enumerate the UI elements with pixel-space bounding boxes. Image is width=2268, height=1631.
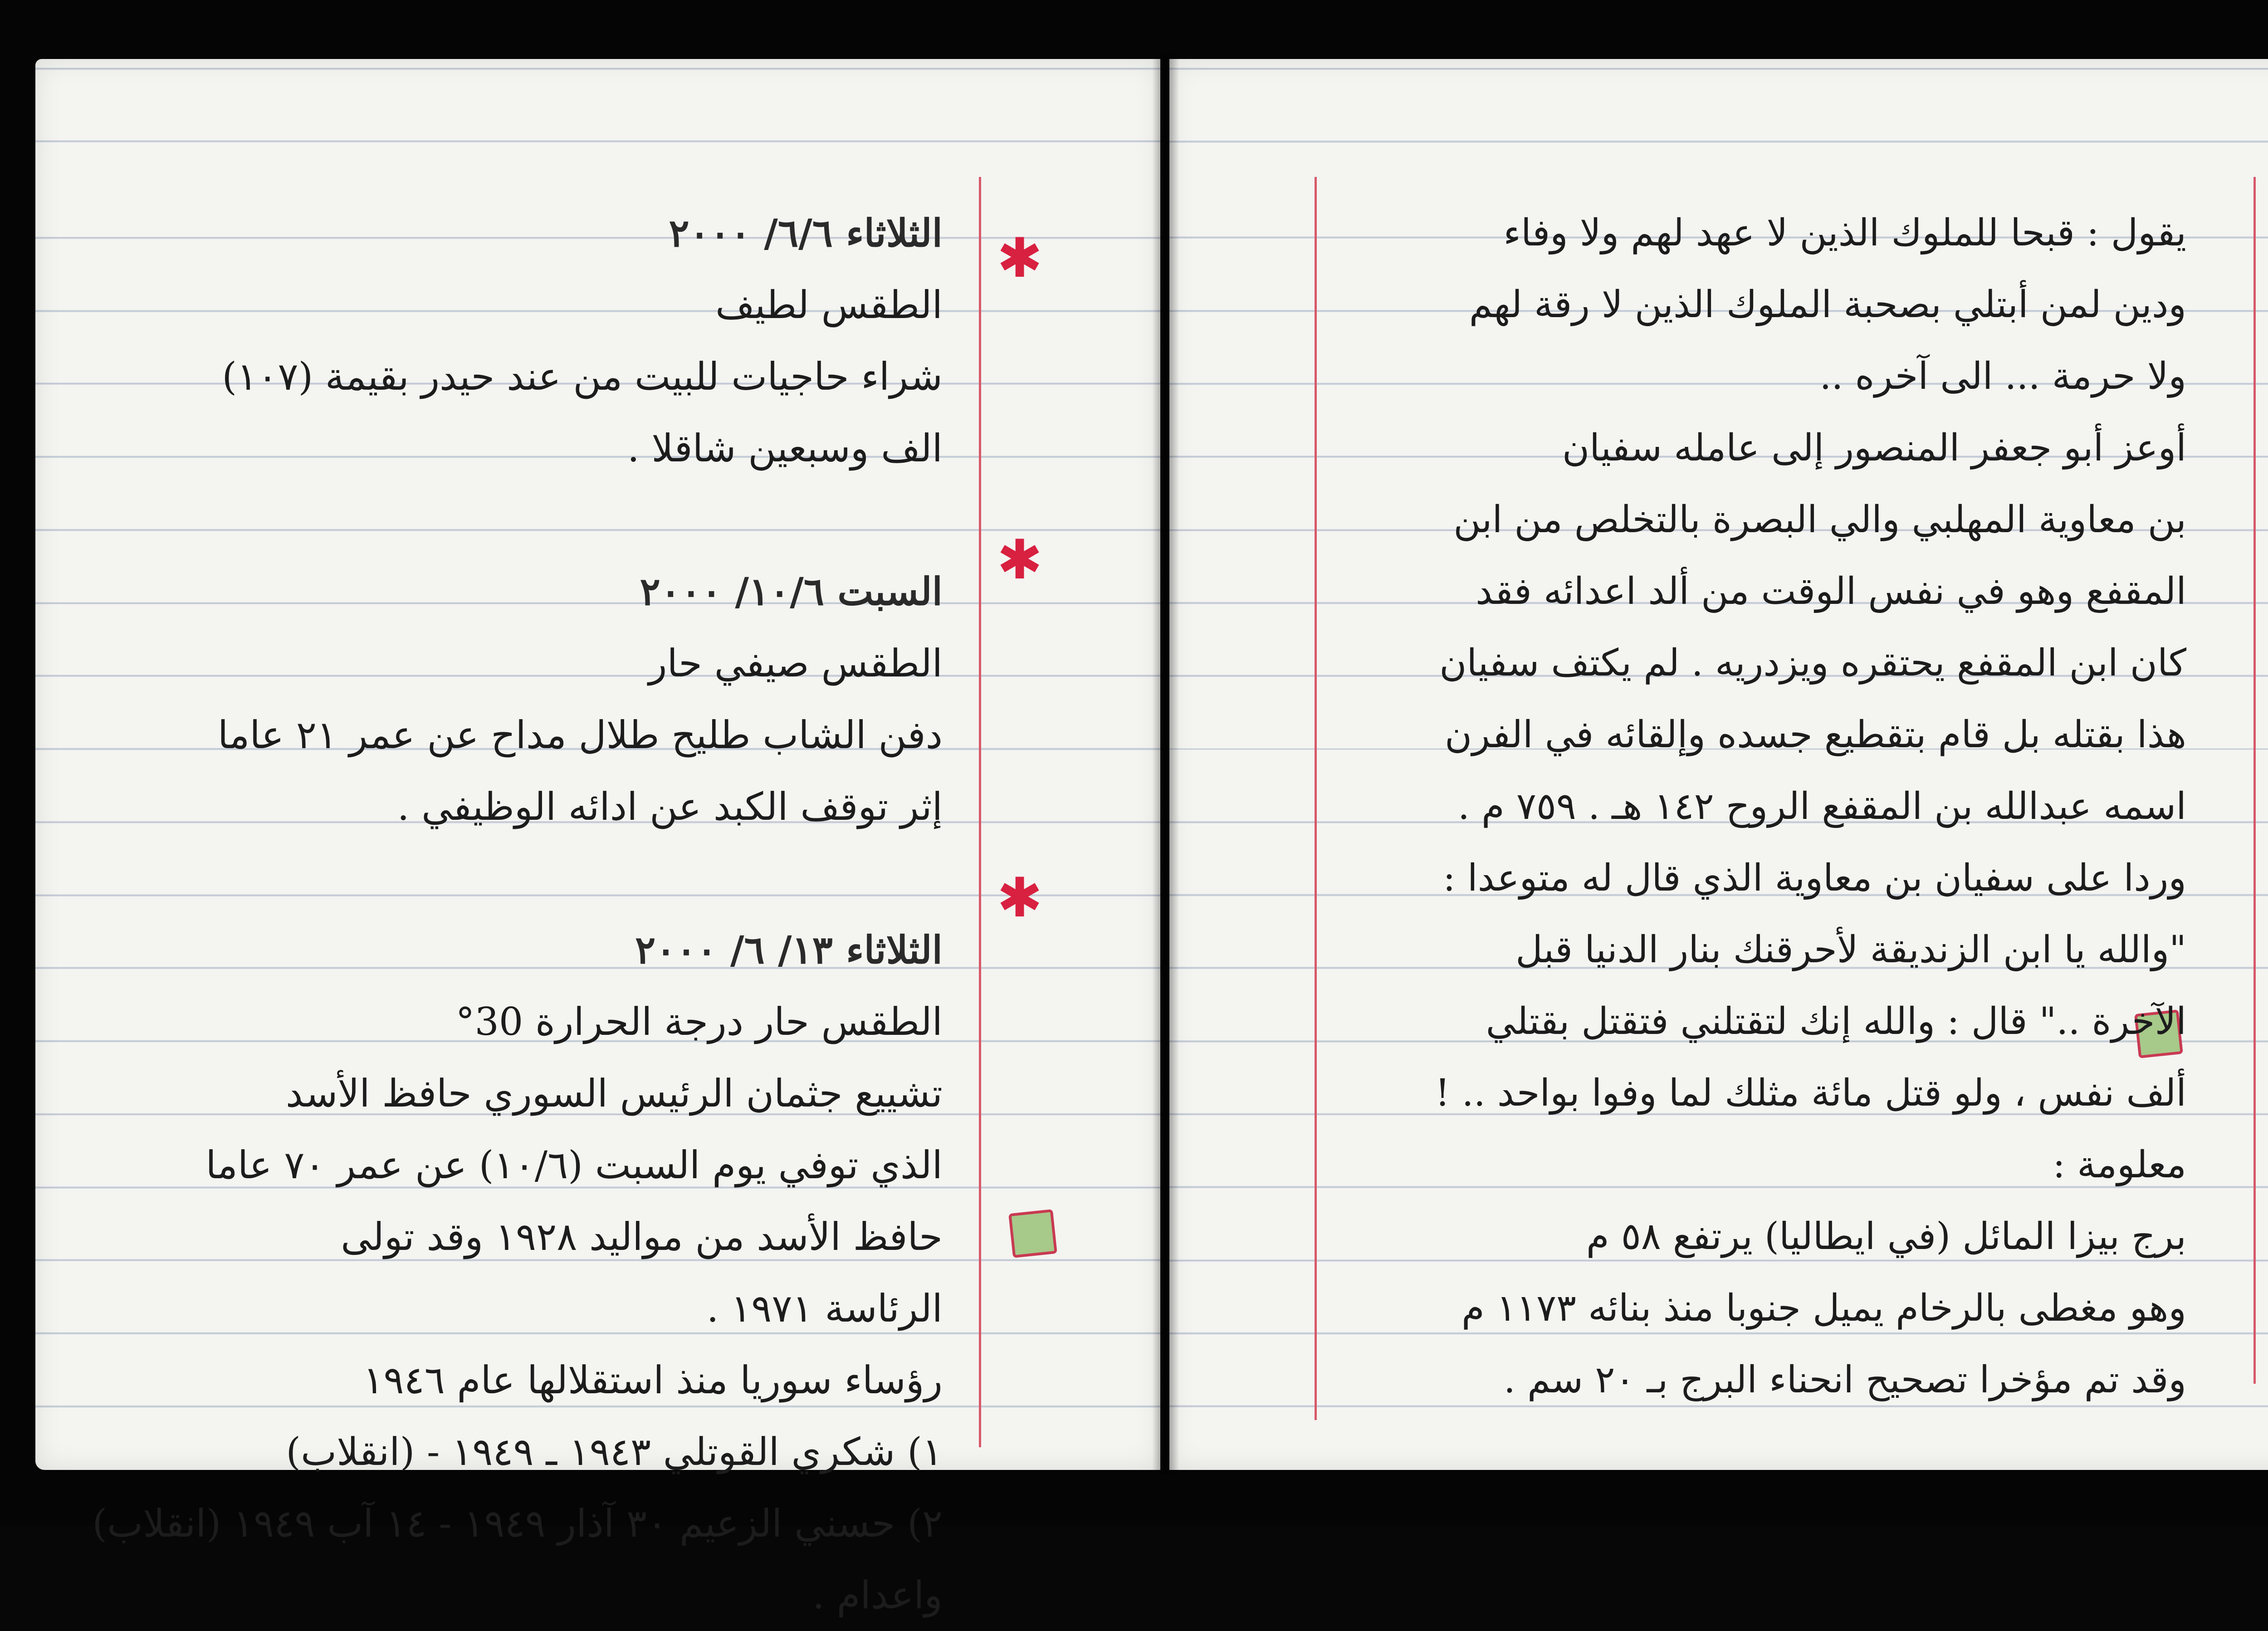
red-asterisk-icon: ✱ xyxy=(997,867,1043,930)
text-line: الآخرة .." قال : والله إنك لتقتلني فتقتل بقتلي xyxy=(1486,1000,2186,1043)
text-line: وقد تم مؤخرا تصحيح انحناء البرج بـ ٢٠ سم . xyxy=(1503,1358,2186,1401)
text-line: اسمه عبدالله بن المقفع الروح ١٤٢ هـ . ٧٥٩ م . xyxy=(1457,785,2186,828)
text-line: برج بيزا المائل (في ايطاليا) يرتفع ٥٨ م xyxy=(1586,1215,2186,1258)
text-line: الرئاسة ١٩٧١ . xyxy=(706,1286,943,1331)
notebook-spine xyxy=(1152,54,1179,1474)
text-line: كان ابن المقفع يحتقره ويزدريه . لم يكتف سفيان xyxy=(1439,642,2186,685)
right-margin-line xyxy=(2253,177,2256,1384)
diary-date-heading: الثلاثاء ١٣/ ٦/ ٢٠٠٠ xyxy=(635,927,943,972)
text-line: يقول : قبحا للملوك الذين لا عهد لهم ولا وفاء xyxy=(1503,211,2186,255)
left-page xyxy=(35,59,1160,1617)
text-line: الطقس لطيف xyxy=(715,283,943,327)
text-line: الف وسبعين شاقلا . xyxy=(627,426,943,470)
text-line: إثر توقف الكبد عن ادائه الوظيفي . xyxy=(397,784,943,829)
text-line: رؤساء سوريا منذ استقلالها عام ١٩٤٦ xyxy=(363,1358,943,1402)
text-line: معلومة : xyxy=(2053,1143,2186,1186)
text-line: بن معاوية المهلبي والي البصرة بالتخلص من ابن xyxy=(1453,498,2186,541)
text-line: دفن الشاب طليح طلال مداح عن عمر ٢١ عاما xyxy=(217,713,943,757)
diary-date-heading: الثلاثاء ٦/٦/ ٢٠٠٠ xyxy=(669,211,943,255)
red-asterisk-icon: ✱ xyxy=(997,227,1043,290)
text-line: ودين لمن أبتلي بصحبة الملوك الذين لا رقة لهم xyxy=(1469,283,2186,326)
text-line: تشييع جثمان الرئيس السوري حافظ الأسد xyxy=(285,1071,943,1116)
text-line: حافظ الأسد من مواليد ١٩٢٨ وقد تولى xyxy=(341,1215,943,1259)
text-line: ولا حرمة ... الى آخره .. xyxy=(1819,355,2186,398)
text-line: ١) شكري القوتلي ١٩٤٣ ـ ١٩٤٩ - (انقلاب) xyxy=(286,1430,943,1474)
text-line: ألف نفس ، ولو قتل مائة مثلك لما وفوا بواحد .. ! xyxy=(1435,1072,2186,1115)
text-line: الطقس حار درجة الحرارة 30° xyxy=(455,999,943,1044)
green-sticker-icon xyxy=(1008,1209,1057,1258)
text-line: الطقس صيفي حار xyxy=(648,641,943,686)
text-line: ٢) حسني الزعيم ٣٠ آذار ١٩٤٩ - ١٤ آب ١٩٤٩ (انقلاب) xyxy=(92,1501,943,1546)
text-line: الذي توفي يوم السبت (١٠/٦) عن عمر ٧٠ عاما xyxy=(205,1143,943,1187)
right-page xyxy=(1169,59,2268,1470)
text-line: وهو مغطى بالرخام يميل جنوبا منذ بنائه ١١٧٣ م xyxy=(1461,1287,2186,1330)
diary-date-heading: السبت ١٠/٦/ ٢٠٠٠ xyxy=(640,569,943,614)
text-line: واعدام . xyxy=(812,1573,943,1617)
text-line: وردا على سفيان بن معاوية الذي قال له متوعدا : xyxy=(1443,857,2186,900)
right-page-text xyxy=(1243,197,2186,1416)
text-line: "والله يا ابن الزنديقة لأحرقنك بنار الدنيا قبل xyxy=(1515,928,2186,971)
text-line: المقفع وهو في نفس الوقت من ألد اعدائه فقد xyxy=(1476,570,2186,613)
left-margin-line xyxy=(979,177,981,1447)
blank-line xyxy=(81,484,943,556)
blank-line xyxy=(81,842,943,914)
text-line: هذا بقتله بل قام بتقطيع جسده وإلقائه في الفرن xyxy=(1444,713,2186,756)
text-line: شراء حاجيات للبيت من عند حيدر بقيمة (١٠٧) xyxy=(222,354,943,399)
text-line: أوعز أبو جعفر المنصور إلى عامله سفيان xyxy=(1562,426,2186,470)
red-asterisk-icon: ✱ xyxy=(997,529,1043,592)
left-page-text xyxy=(81,197,943,1631)
